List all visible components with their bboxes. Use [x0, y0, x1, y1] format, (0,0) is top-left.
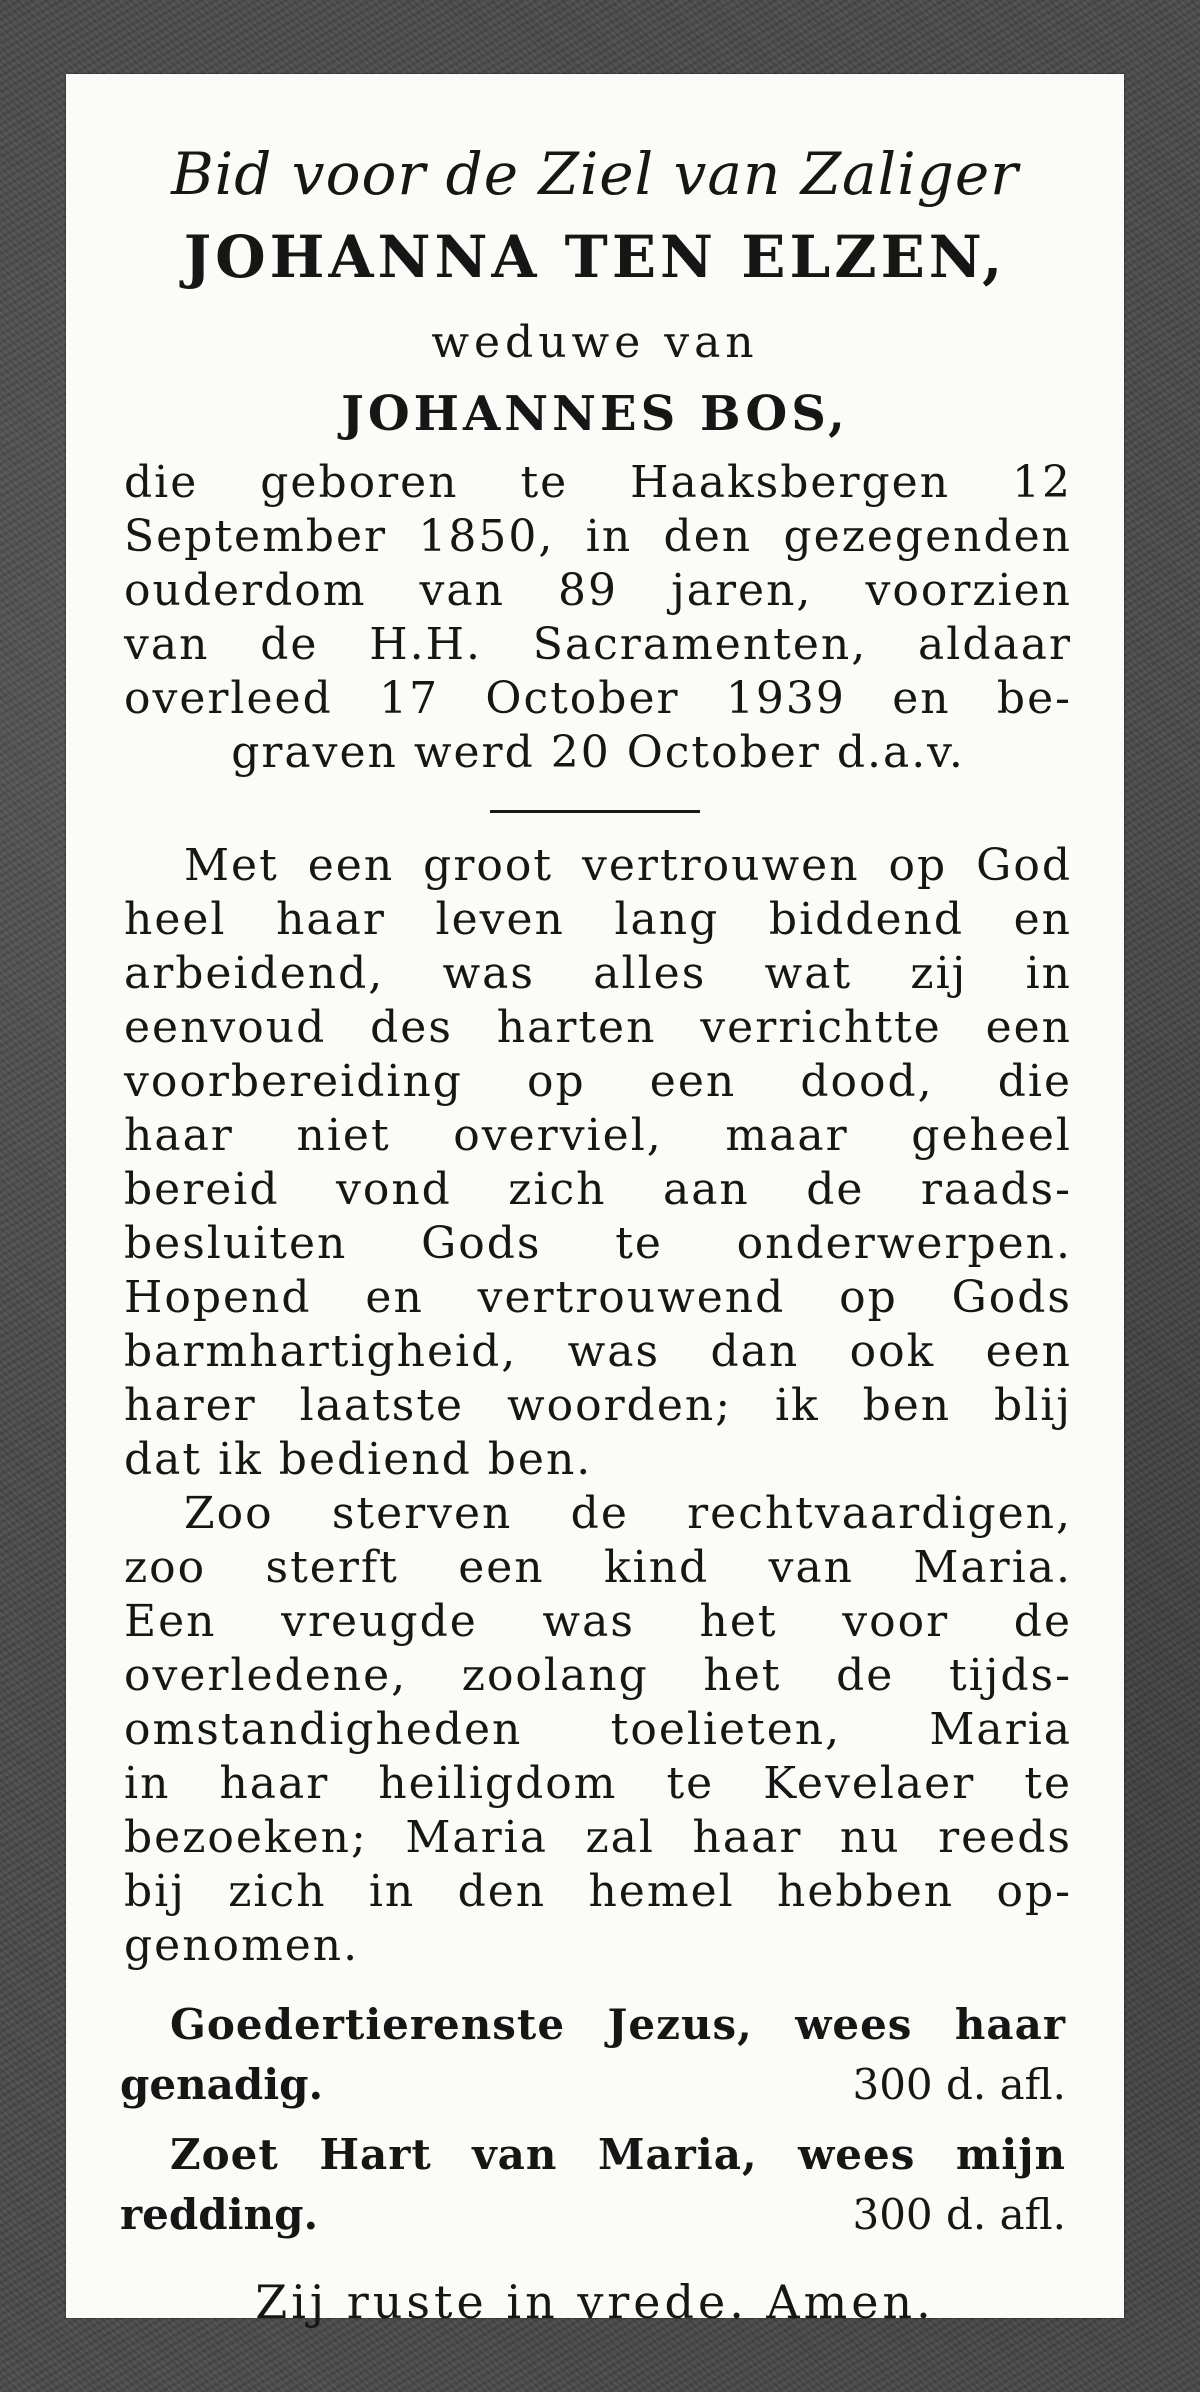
pray-line: Bid voor de Ziel van Zaliger — [171, 140, 1019, 208]
text-line: eenvoud des harten verrichtte een — [124, 1002, 1072, 1053]
text-line: bij zich in den hemel hebben op- — [124, 1866, 1072, 1917]
relation-line: weduwe van — [431, 317, 759, 368]
divider-rule — [490, 810, 700, 813]
text-line: bereid vond zich aan de raads- — [124, 1164, 1072, 1215]
closing-line: Zij ruste in vrede. Amen. — [255, 2275, 935, 2329]
bio-line: ouderdom van 89 jaren, voorzien — [124, 565, 1072, 616]
text-line: harer laatste woorden; ik ben blij — [124, 1380, 1072, 1431]
text-line: omstandigheden toelieten, Maria — [124, 1704, 1072, 1755]
text-line: genomen. — [124, 1920, 360, 1971]
text-line: Met een groot vertrouwen op God — [184, 840, 1072, 891]
text-line: Een vreugde was het voor de — [124, 1596, 1072, 1647]
text-line: heel haar leven lang biddend en — [124, 894, 1072, 945]
memorial-card — [66, 74, 1124, 2329]
spouse-name: JOHANNES BOS, — [341, 386, 849, 442]
bio-line: September 1850, in den gezegenden — [124, 511, 1072, 562]
text-line: arbeidend, was alles wat zij in — [124, 948, 1072, 999]
deceased-name: JOHANNA TEN ELZEN, — [183, 223, 1007, 291]
bio-line: van de H.H. Sacramenten, aldaar — [124, 619, 1072, 670]
text-line: overledene, zoolang het de tijds- — [124, 1650, 1072, 1701]
bio-line: overleed 17 October 1939 en be- — [124, 673, 1072, 724]
text-line: voorbereiding op een dood, die — [124, 1056, 1072, 1107]
text-line: besluiten Gods te onderwerpen. — [124, 1218, 1072, 1269]
prayer-ending: redding. — [120, 2190, 319, 2239]
prayer-2 — [66, 2125, 1124, 2245]
indulgence-label: 300 d. afl. — [852, 2060, 1066, 2109]
prayer-invocation: Goedertierenste Jezus, wees haar — [170, 2000, 1066, 2049]
prayer-1 — [66, 1995, 1124, 2115]
indulgence-label: 300 d. afl. — [852, 2190, 1066, 2239]
text-line: in haar heiligdom te Kevelaer te — [124, 1758, 1072, 1809]
paragraph-2 — [66, 1487, 1124, 1973]
text-line: zoo sterft een kind van Maria. — [124, 1542, 1072, 1593]
text-line: bezoeken; Maria zal haar nu reeds — [124, 1812, 1072, 1863]
text-line: haar niet overviel, maar geheel — [124, 1110, 1072, 1161]
bio-line: die geboren te Haaksbergen 12 — [124, 457, 1072, 508]
prayer-row — [66, 2185, 1124, 2245]
prayer-row — [66, 2055, 1124, 2115]
bio-block — [66, 456, 1124, 780]
paragraph-1 — [66, 839, 1124, 1487]
text-line: Zoo sterven de rechtvaardigen, — [184, 1488, 1072, 1539]
text-line: Hopend en vertrouwend op Gods — [124, 1272, 1072, 1323]
bio-line: graven werd 20 October d.a.v. — [231, 727, 965, 778]
text-line: dat ik bediend ben. — [124, 1434, 593, 1485]
prayer-invocation: Zoet Hart van Maria, wees mijn — [170, 2130, 1066, 2179]
text-line: barmhartigheid, was dan ook een — [124, 1326, 1072, 1377]
prayer-ending: genadig. — [120, 2060, 324, 2109]
